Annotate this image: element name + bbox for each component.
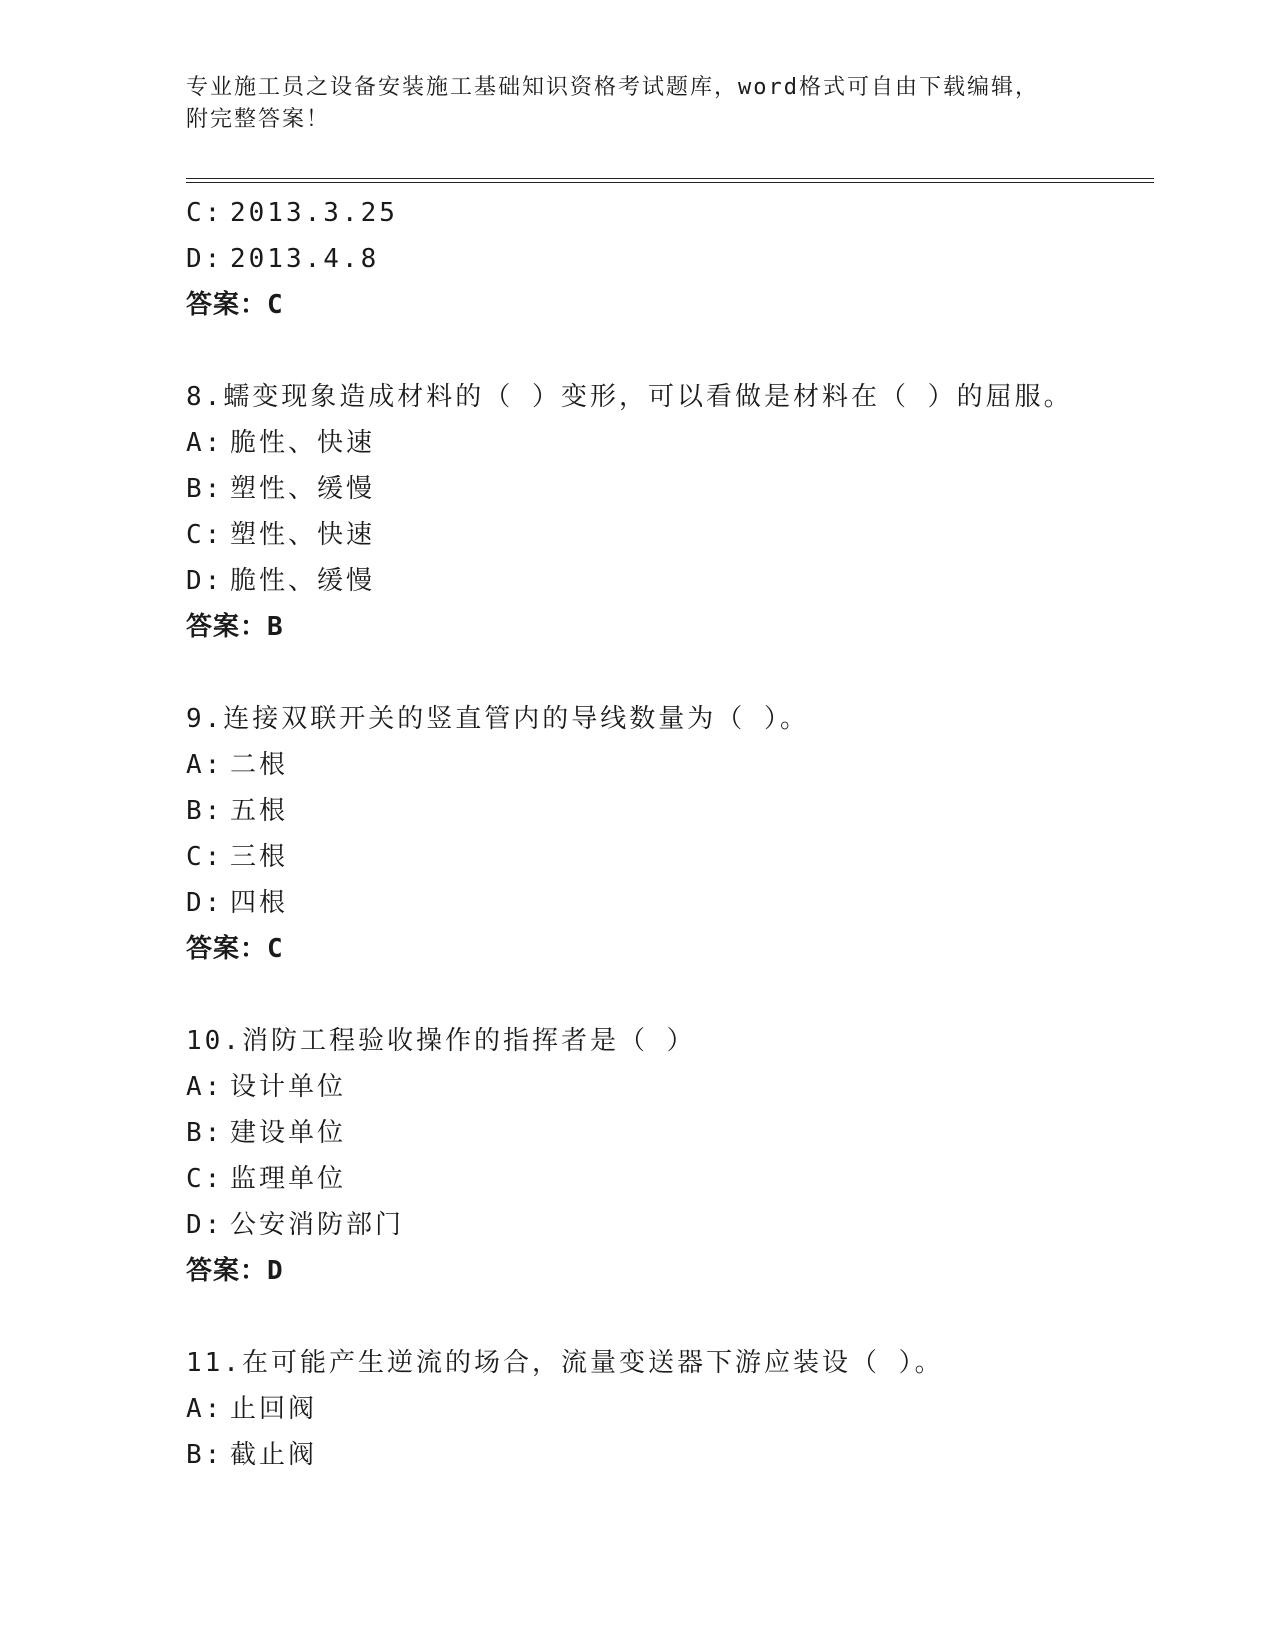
option-d (186, 236, 1154, 282)
answer-line: 答案：C (186, 934, 284, 964)
question-title: 8.蠕变现象造成材料的（ ）变形，可以看做是材料在（ ）的屈服。 (186, 382, 1073, 412)
option-key: D: (186, 566, 224, 596)
option-b (186, 788, 1154, 834)
option-a (186, 1386, 1154, 1432)
option-text: 止回阀 (230, 1394, 318, 1424)
option-text: 2013.3.25 (230, 198, 398, 228)
option-text: 脆性、缓慢 (230, 566, 376, 596)
option-key: B: (186, 1440, 224, 1470)
question-7-continued (186, 190, 1154, 328)
option-key: B: (186, 474, 224, 504)
option-a (186, 1064, 1154, 1110)
option-text: 脆性、快速 (230, 428, 376, 458)
option-key: C: (186, 198, 224, 228)
option-key: C: (186, 842, 224, 872)
option-key: A: (186, 1394, 224, 1424)
option-d (186, 558, 1154, 604)
option-key: A: (186, 750, 224, 780)
option-key: C: (186, 520, 224, 550)
question-title: 10.消防工程验收操作的指挥者是（ ） (186, 1026, 696, 1056)
question-title: 9.连接双联开关的竖直管内的导线数量为（ ）。 (186, 704, 809, 734)
option-c (186, 834, 1154, 880)
option-text: 建设单位 (230, 1118, 347, 1148)
option-text: 塑性、缓慢 (230, 474, 376, 504)
header-line-2: 附完整答案！ (186, 107, 331, 132)
question-10 (186, 1018, 1154, 1294)
option-c (186, 190, 1154, 236)
question-8 (186, 374, 1154, 650)
header-double-rule (186, 178, 1154, 183)
option-text: 监理单位 (230, 1164, 347, 1194)
option-a (186, 420, 1154, 466)
option-key: B: (186, 796, 224, 826)
option-text: 二根 (230, 750, 289, 780)
option-text: 五根 (230, 796, 289, 826)
option-text: 四根 (230, 888, 289, 918)
answer-line: 答案：D (186, 1256, 284, 1286)
option-a (186, 742, 1154, 788)
option-key: B: (186, 1118, 224, 1148)
option-d (186, 1202, 1154, 1248)
option-key: C: (186, 1164, 224, 1194)
option-text: 公安消防部门 (230, 1210, 405, 1240)
answer-line: 答案：B (186, 612, 284, 642)
option-c (186, 512, 1154, 558)
answer-line: 答案：C (186, 290, 284, 320)
question-9 (186, 696, 1154, 972)
option-c (186, 1156, 1154, 1202)
option-text: 截止阀 (230, 1440, 318, 1470)
option-key: D: (186, 244, 224, 274)
option-b (186, 1432, 1154, 1478)
header-line-1: 专业施工员之设备安装施工基础知识资格考试题库，word格式可自由下载编辑， (186, 75, 1039, 100)
option-key: D: (186, 1210, 224, 1240)
document-header (186, 72, 1086, 136)
option-text: 2013.4.8 (230, 244, 380, 274)
option-text: 塑性、快速 (230, 520, 376, 550)
question-11 (186, 1340, 1154, 1478)
question-content (186, 190, 1154, 1478)
option-b (186, 1110, 1154, 1156)
option-key: A: (186, 428, 224, 458)
option-key: D: (186, 888, 224, 918)
question-title: 11.在可能产生逆流的场合，流量变送器下游应装设（ ）。 (186, 1348, 944, 1378)
option-key: A: (186, 1072, 224, 1102)
option-text: 设计单位 (230, 1072, 347, 1102)
option-text: 三根 (230, 842, 289, 872)
option-b (186, 466, 1154, 512)
option-d (186, 880, 1154, 926)
